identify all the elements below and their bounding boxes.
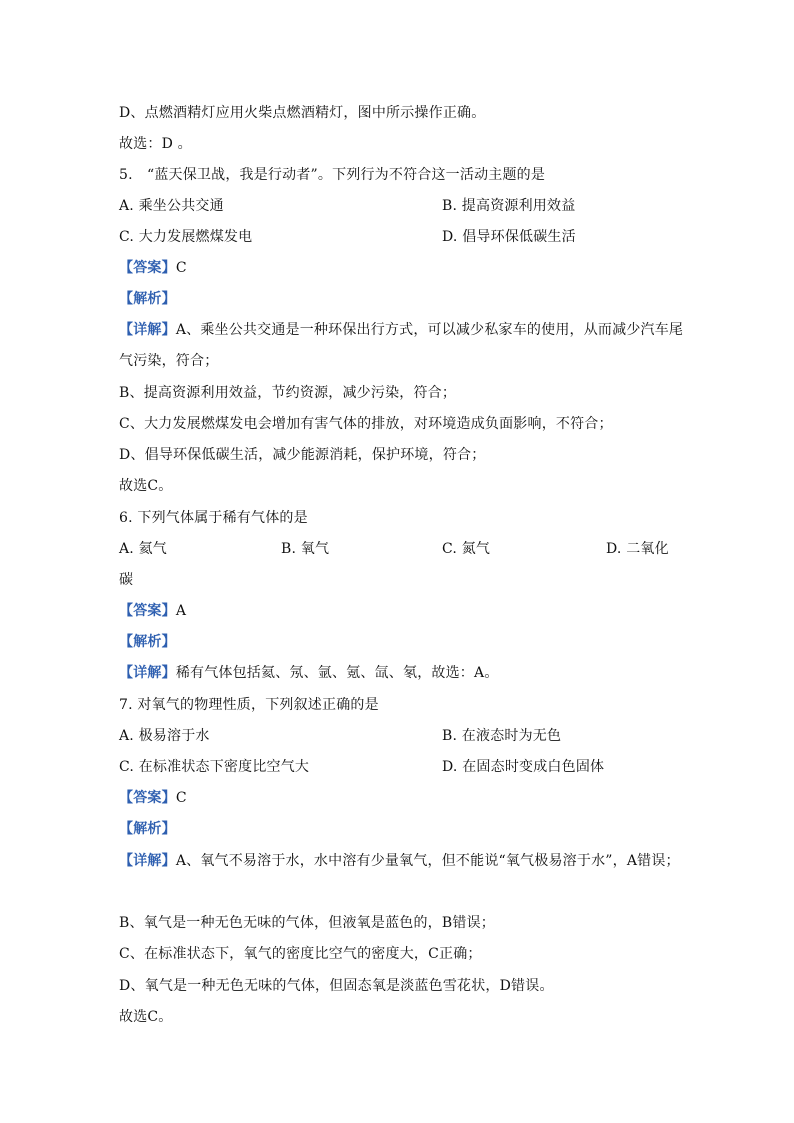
q7-detail-line-3: C、在标准状态下，氧气的密度比空气的密度大，C正确； [119,946,482,962]
q6-answer [119,602,186,620]
q5-stem: 5. “蓝天保卫战，我是行动者”。下列行为不符合这一活动主题的是 [119,167,546,183]
answer-tag: 【答案】 [119,260,176,276]
q7-detail-line-1 [119,852,680,870]
answer-value: A [175,603,187,619]
answer-tag: 【答案】 [119,790,176,806]
q7-stem: 7. 对氧气的物理性质，下列叙述正确的是 [119,697,379,713]
detail-tag: 【详解】 [119,322,176,338]
detail-text: 稀有气体包括氦、氖、氩、氪、氙、氡，故选：A。 [175,665,499,681]
q6-analysis-tag: 【解析】 [119,634,176,650]
q7-option-d: D. 在固态时变成白色固体 [442,759,605,775]
q6-option-a: A. 氦气 [119,541,168,557]
q7-option-a: A. 极易溶于水 [119,728,210,744]
q7-detail-line-4: D、氧气是一种无色无味的气体，但固态氧是淡蓝色雪花状，D错误。 [119,978,554,994]
q5-detail-line-1 [119,321,683,339]
q5-option-a: A. 乘坐公共交通 [119,198,224,214]
q5-analysis-tag: 【解析】 [119,291,176,307]
q7-analysis-tag: 【解析】 [119,821,176,837]
q7-detail-line-2: B、氧气是一种无色无味的气体，但液氧是蓝色的，B错误； [119,915,495,931]
q6-option-d-wrap: 碳 [119,572,134,588]
q7-answer [119,789,187,807]
detail-text: A、乘坐公共交通是一种环保出行方式，可以减少私家车的使用，从而减少汽车尾 [175,322,684,338]
q6-option-d: D. 二氧化 [606,541,669,557]
answer-value: C [175,790,187,806]
detail-tag: 【详解】 [119,853,176,869]
detail-text: A、氧气不易溶于水，水中溶有少量氧气，但不能说“氧气极易溶于水”，A错误； [175,853,680,869]
prev-option-d-explanation: D、点燃酒精灯应用火柴点燃酒精灯，图中所示操作正确。 [119,105,486,121]
answer-value: C [175,260,187,276]
q5-detail-line-4: C、大力发展燃煤发电会增加有害气体的排放，对环境造成负面影响，不符合； [119,416,613,432]
q5-detail-line-5: D、倡导环保低碳生活，减少能源消耗，保护环境，符合； [119,447,486,463]
q5-conclusion: 故选C。 [119,478,173,494]
q6-option-c: C. 氮气 [442,541,491,557]
q7-conclusion: 故选C。 [119,1009,173,1025]
q5-detail-line-2: 气污染，符合； [119,353,219,369]
q6-option-b: B. 氧气 [281,541,330,557]
q6-stem: 6. 下列气体属于稀有气体的是 [119,510,308,526]
q5-answer [119,259,187,277]
q5-option-d: D. 倡导环保低碳生活 [442,229,576,245]
q7-option-c: C. 在标准状态下密度比空气大 [119,759,310,775]
q6-detail-line-1 [119,664,499,682]
q5-option-c: C. 大力发展燃煤发电 [119,229,253,245]
q5-detail-line-3: B、提高资源利用效益，节约资源，减少污染，符合； [119,385,457,401]
prev-conclusion: 故选：D 。 [119,136,192,152]
detail-tag: 【详解】 [119,665,176,681]
q5-option-b: B. 提高资源利用效益 [442,198,576,214]
q7-option-b: B. 在液态时为无色 [442,728,562,744]
answer-tag: 【答案】 [119,603,176,619]
